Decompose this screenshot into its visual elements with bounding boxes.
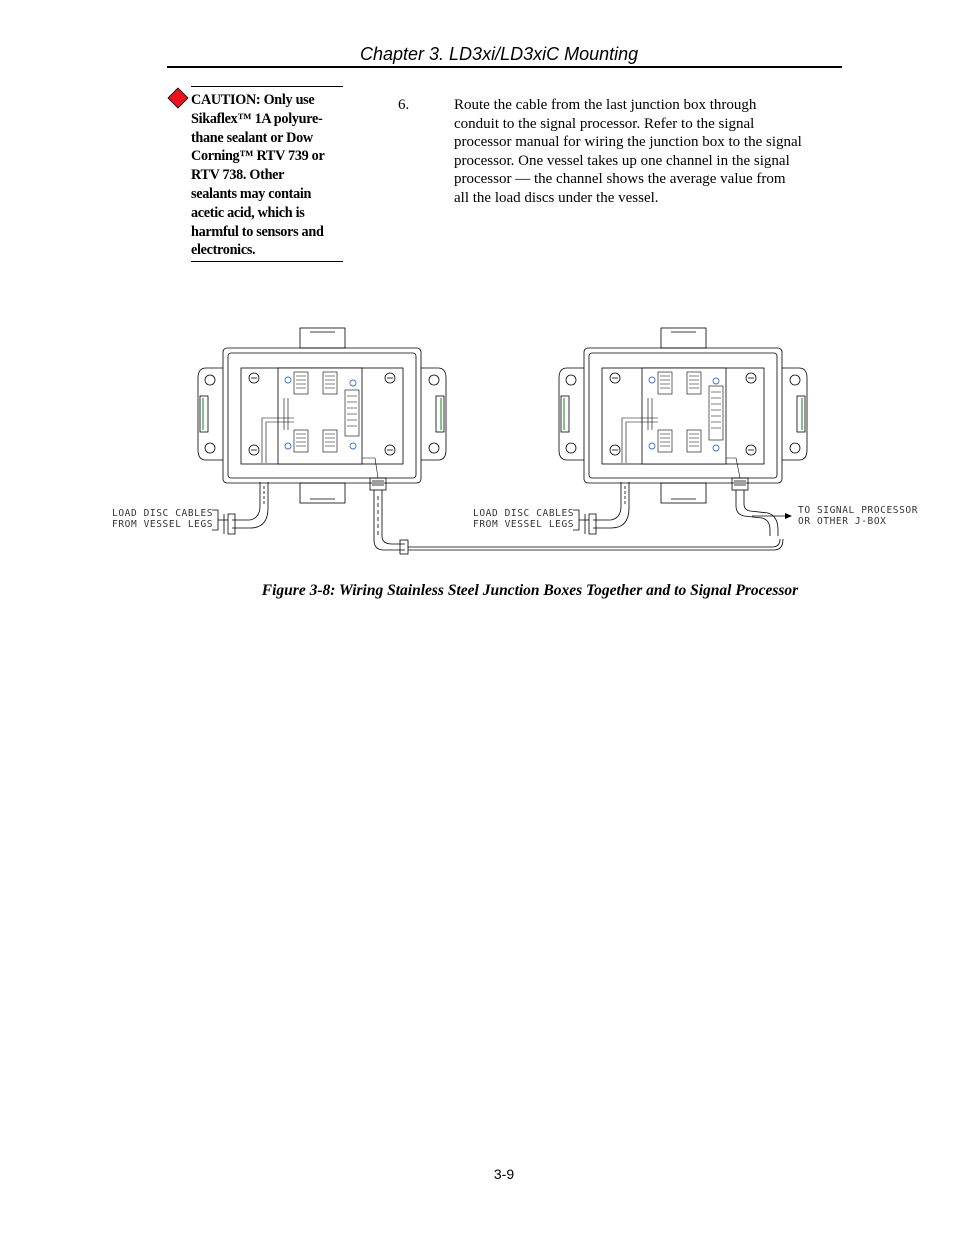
step-number: 6. bbox=[398, 97, 410, 113]
junction-box-right bbox=[559, 328, 807, 534]
step-line: processor. One vessel takes up one channel in the signal bbox=[454, 152, 790, 169]
step-line: processor — the channel shows the average value from bbox=[454, 171, 786, 188]
page-number: 3-9 bbox=[493, 1166, 515, 1182]
output-label-line-2: OR OTHER J-BOX bbox=[798, 516, 887, 527]
conduit-run bbox=[374, 490, 783, 554]
caution-line: CAUTION: Only use bbox=[191, 92, 315, 108]
caution-box bbox=[191, 86, 343, 262]
step-line: all the load discs under the vessel. bbox=[454, 189, 659, 206]
caution-line: Sikaflex™ 1A polyure- bbox=[191, 110, 323, 127]
junction-box-left bbox=[198, 328, 446, 534]
left-label-line-2: FROM VESSEL LEGS bbox=[112, 519, 214, 530]
caution-text bbox=[191, 91, 343, 260]
output-label bbox=[752, 505, 918, 527]
step-line: conduit to the signal processor. Refer to the signal bbox=[454, 115, 755, 132]
caution-line: thane sealant or Dow bbox=[191, 129, 313, 146]
caution-line: harmful to sensors and bbox=[191, 223, 324, 240]
right-label-line-1: LOAD DISC CABLES bbox=[473, 508, 575, 519]
caution-line: Corning™ RTV 739 or bbox=[191, 148, 325, 165]
caution-line: sealants may contain bbox=[191, 185, 312, 202]
page-header bbox=[167, 44, 842, 68]
caution-line: acetic acid, which is bbox=[191, 204, 305, 221]
right-cable-label bbox=[473, 508, 589, 530]
chapter-title: Chapter 3. LD3xi/LD3xiC Mounting bbox=[360, 44, 639, 64]
left-label-line-1: LOAD DISC CABLES bbox=[112, 508, 214, 519]
output-label-line-1: TO SIGNAL PROCESSOR bbox=[798, 505, 919, 516]
caution-line: electronics. bbox=[191, 242, 256, 259]
caution-diamond-icon bbox=[167, 87, 189, 109]
right-label-line-2: FROM VESSEL LEGS bbox=[473, 519, 575, 530]
step-text bbox=[454, 96, 824, 208]
figure-caption: Figure 3-8: Wiring Stainless Steel Junction Boxes Together and to Signal Processor bbox=[261, 582, 799, 599]
step-line: processor manual for wiring the junction box to the signal bbox=[454, 134, 802, 151]
left-cable-label bbox=[112, 508, 228, 530]
caution-line: RTV 738. Other bbox=[191, 167, 285, 184]
wiring-diagram bbox=[100, 318, 930, 568]
step-line: Route the cable from the last junction box through bbox=[454, 97, 757, 113]
